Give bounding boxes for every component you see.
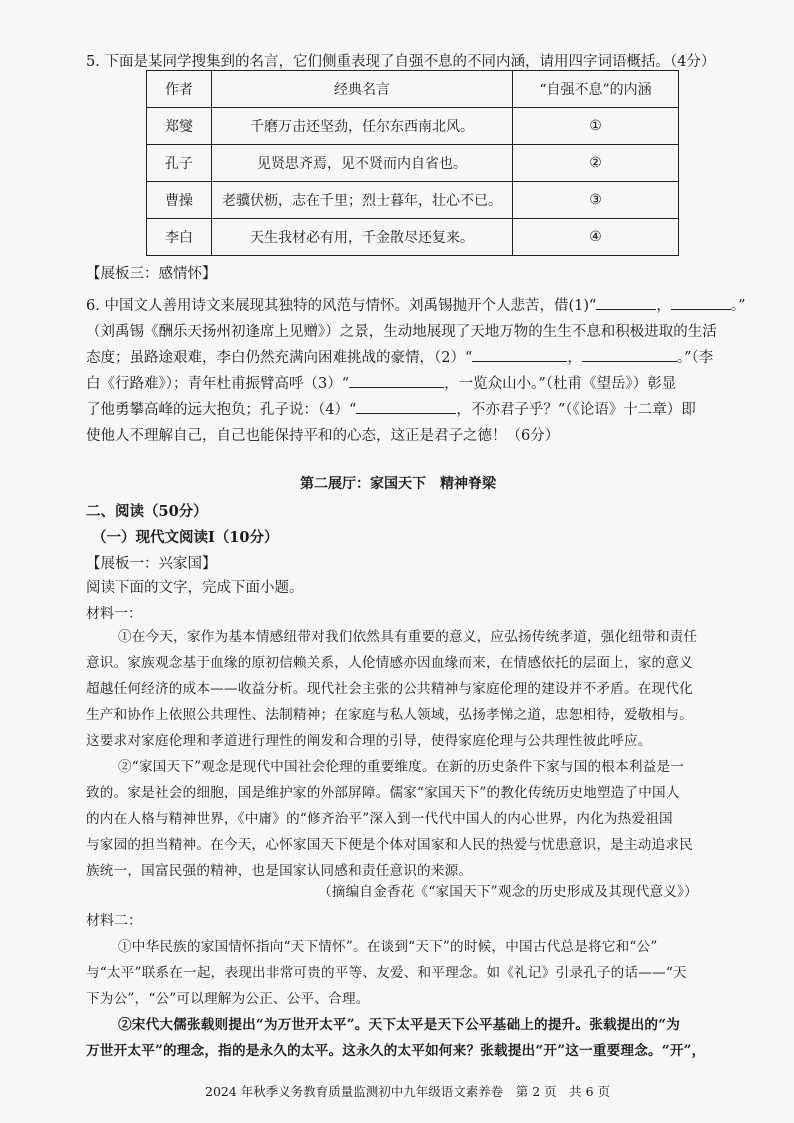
question-6-line-3 bbox=[86, 346, 713, 367]
m1-p2-line: 族统一，国富民强的精神，也是国家认同感和责任意识的来源。 bbox=[86, 863, 473, 879]
quotes-table bbox=[146, 70, 679, 256]
text: 了他勇攀高峰的远大抱负；孔子说：（4）“ bbox=[86, 402, 357, 418]
m1-p2-line: 的内在人格与精神世界，《中庸》的“修齐治平”深入到一代代中国人的内心世界，内化为热爱祖国 bbox=[86, 811, 673, 827]
question-5-prompt: 5. 下面是某同学搜集到的名言，它们侧重表现了自强不息的不同内涵，请用四字词语概括。（4分） bbox=[86, 54, 716, 70]
question-6-line-6: 使他人不理解自己，自己也能保持平和的心态，这正是君子之德！（6分） bbox=[86, 428, 560, 444]
blank-4[interactable] bbox=[356, 400, 456, 414]
answer-slot[interactable]: ④ bbox=[513, 219, 679, 256]
table-row bbox=[147, 108, 679, 145]
blank-1a[interactable] bbox=[596, 296, 656, 310]
m2-p2-line: 万世开太平”的理念，指的是永久的太平。这永久的太平如何来？张载提出“开”这一重要理念。“开”， bbox=[86, 1043, 706, 1059]
header-meaning: “自强不息”的内涵 bbox=[513, 71, 679, 108]
m1-p1-line: 意识。家族观念基于血缘的原初信赖关系，人伦情感亦因血缘而来，在情感依托的层面上，家的意义 bbox=[86, 655, 693, 671]
board-3-label: 【展板三：感情怀】 bbox=[86, 266, 217, 282]
board-1-label: 【展板一：兴家国】 bbox=[86, 556, 217, 572]
quote-cell: 老骥伏枥，志在千里；烈士暮年，壮心不已。 bbox=[212, 182, 513, 219]
quote-cell: 见贤思齐焉，见不贤而内自省也。 bbox=[212, 145, 513, 182]
m2-p1-line: 下为公”，“公”可以理解为公正、公平、合理。 bbox=[86, 991, 370, 1007]
blank-3[interactable] bbox=[349, 374, 444, 388]
author-cell: 郑燮 bbox=[147, 108, 212, 145]
m1-p1-line: 生产和协作上依照公共理性、法制精神；在家庭与私人领域，弘扬孝悌之道，忠恕相待，爱敬相与。 bbox=[86, 707, 693, 723]
m2-p1-line: 与“太平”联系在一起，表现出非常可贵的平等、友爱、和平理念。如《礼记》引录孔子的话——“天 bbox=[86, 965, 687, 981]
hall-2-heading: 第二展厅：家国天下 精神脊梁 bbox=[300, 476, 496, 492]
m1-p2-line: 致的。家是社会的细胞，国是维护家的外部屏障。儒家“家国天下”的教化传统历史地塑造了中国人 bbox=[86, 785, 680, 801]
author-cell: 孔子 bbox=[147, 145, 212, 182]
section-2-heading: 二、阅读（50分） bbox=[86, 503, 208, 520]
quote-cell: 天生我材必有用，千金散尽还复来。 bbox=[212, 219, 513, 256]
header-author: 作者 bbox=[147, 71, 212, 108]
table-row bbox=[147, 219, 679, 256]
question-6-line-4 bbox=[86, 372, 676, 393]
blank-1b[interactable] bbox=[671, 296, 731, 310]
blank-2a[interactable] bbox=[472, 348, 567, 362]
material-2-label: 材料二： bbox=[86, 913, 142, 929]
header-quote: 经典名言 bbox=[212, 71, 513, 108]
text: ， bbox=[656, 298, 671, 314]
table-row bbox=[147, 145, 679, 182]
text: 。” bbox=[730, 298, 746, 314]
question-6-line-1 bbox=[86, 294, 746, 315]
material-1-source: （摘编自金香花《“家国天下”观念的历史形成及其现代意义》） bbox=[318, 884, 698, 900]
m2-p2-line: ②宋代大儒张载则提出“为万世开太平”。天下太平是天下公平基础上的提升。张载提出的“为 bbox=[118, 1017, 681, 1033]
m2-p1-line: ①中华民族的家国情怀指向“天下情怀”。在谈到“天下”的时候，中国古代总是将它和“公” bbox=[118, 939, 658, 955]
table-header-row bbox=[147, 71, 679, 108]
text: 态度；虽路途艰难，李白仍然充满向困难挑战的豪情，（2）“ bbox=[86, 350, 473, 366]
table-row bbox=[147, 182, 679, 219]
material-1-label: 材料一： bbox=[86, 606, 142, 622]
author-cell: 李白 bbox=[147, 219, 212, 256]
page-footer: 2024 年秋季义务教育质量监测初中九年级语文素养卷 第 2 页 共 6 页 bbox=[205, 1084, 611, 1099]
question-6-line-2: （刘禹锡《酬乐天扬州初逢席上见赠》）之景，生动地展现了天地万物的生生不息和积极进取的生活 bbox=[86, 324, 717, 340]
blank-2b[interactable] bbox=[582, 348, 677, 362]
text: ，一览众山小。”（杜甫《望岳》）彰显 bbox=[444, 376, 677, 392]
m1-p1-line: ①在今天，家作为基本情感纽带对我们依然具有重要的意义，应弘扬传统孝道，强化纽带和责任 bbox=[118, 629, 698, 645]
quote-cell: 千磨万击还坚劲，任尔东西南北风。 bbox=[212, 108, 513, 145]
m1-p2-line: 与家园的担当精神。在今天，心怀家国天下便是个体对国家和人民的热爱与忧患意识，是主动追求民 bbox=[86, 837, 693, 853]
text: ，不亦君子乎？”（《论语》十二章）即 bbox=[456, 402, 696, 418]
m1-p1-line: 超越任何经济的成本——收益分析。现代社会主张的公共精神与家庭伦理的建设并不矛盾。在现代化 bbox=[86, 681, 693, 697]
text: 白《行路难》）；青年杜甫振臂高呼（3）“ bbox=[86, 376, 350, 392]
reading-instruction: 阅读下面的文字，完成下面小题。 bbox=[86, 580, 304, 596]
m1-p1-line: 这要求对家庭伦理和孝道进行理性的阐发和合理的引导，使得家庭伦理与公共理性彼此呼应。 bbox=[86, 733, 652, 749]
question-6-line-5 bbox=[86, 398, 696, 419]
m1-p2-line: ②“家国天下”观念是现代中国社会伦理的重要维度。在新的历史条件下家与国的根本利益是一 bbox=[118, 759, 685, 775]
answer-slot[interactable]: ① bbox=[513, 108, 679, 145]
text: ， bbox=[567, 350, 582, 366]
answer-slot[interactable]: ② bbox=[513, 145, 679, 182]
subsection-1-heading: （一）现代文阅读Ⅰ（10分） bbox=[92, 529, 279, 546]
text: 6. 中国文人善用诗文来展现其独特的风范与情怀。刘禹锡抛开个人悲苦，借(1)“ bbox=[86, 298, 597, 314]
answer-slot[interactable]: ③ bbox=[513, 182, 679, 219]
author-cell: 曹操 bbox=[147, 182, 212, 219]
text: 。”（李 bbox=[676, 350, 714, 366]
